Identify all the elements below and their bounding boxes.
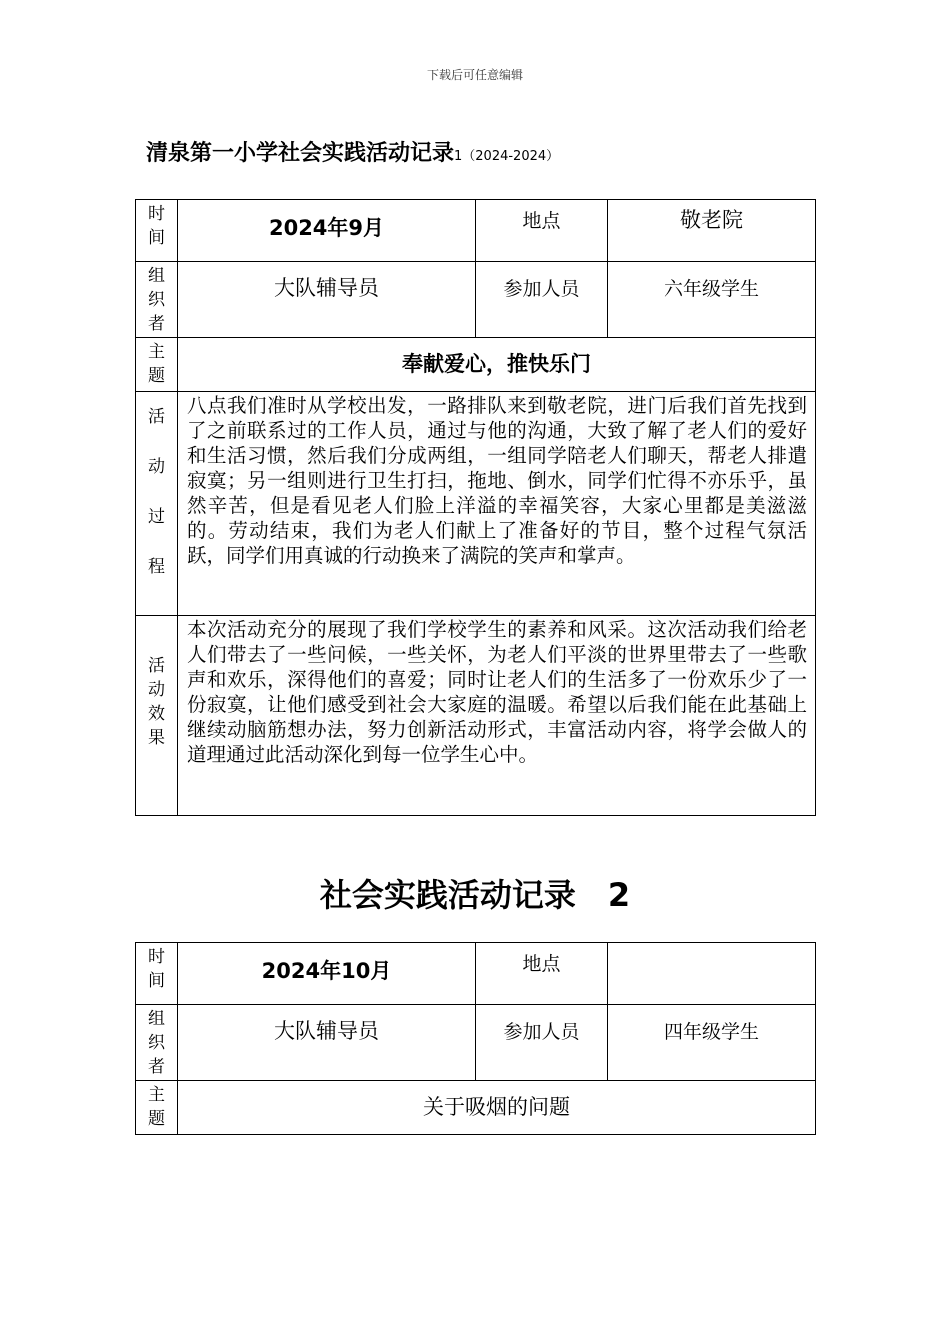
- record1-place: 敬老院: [608, 200, 816, 262]
- record2-table: [135, 942, 816, 1135]
- record1-table: [135, 199, 816, 816]
- record2-theme: 关于吸烟的问题: [178, 1081, 816, 1135]
- record1-effect: 本次活动充分的展现了我们学校学生的素养和风采。这次活动我们给老人们带去了一些问候，一些关怀，为老人们平淡的世界里带去了一些歌声和欢乐，深得他们的喜爱；同时让老人们的生活多了一份欢乐少了一份寂寞，让他们感受到社会大家庭的温暖。希望以后我们能在此基础上继续动脑筋想办法，努力创新活动形式，丰富活动内容，将学会做人的道理通过此活动深化到每一位学生心中。: [178, 616, 816, 816]
- record1-organizer: 大队辅导员: [178, 262, 476, 338]
- record2-time: 2024年10月: [178, 943, 476, 1005]
- record2-title: 社会实践活动记录 2: [319, 876, 631, 914]
- record1-process: 八点我们准时从学校出发，一路排队来到敬老院，进门后我们首先找到了之前联系过的工作人员，通过与他的沟通，大致了解了老人们的爱好和生活习惯，然后我们分成两组，一组同学陪老人们聊天，帮老人排遣寂寞；另一组则进行卫生打扫，拖地、倒水，同学们忙得不亦乐乎，虽然辛苦，但是看见老人们脸上洋溢的幸福笑容，大家心里都是美滋滋的。劳动结束，我们为老人们献上了准备好的节目，整个过程气氛活跃，同学们用真诚的行动换来了满院的笑声和掌声。: [178, 392, 816, 616]
- record1-effect-label-text: 活动效果: [148, 656, 165, 748]
- record2-time-label: 时间: [136, 943, 178, 1005]
- record1-title: [146, 136, 559, 167]
- record1-participants: 六年级学生: [608, 262, 816, 338]
- record2-participants-label: 参加人员: [476, 1005, 608, 1081]
- record1-time: 2024年9月: [178, 200, 476, 262]
- record1-title-suffix: 1（2024-2024）: [454, 149, 560, 164]
- record2-organizer: 大队辅导员: [178, 1005, 476, 1081]
- record1-participants-label: 参加人员: [476, 262, 608, 338]
- record1-theme: 奉献爱心，推快乐门: [178, 338, 816, 392]
- record1-place-label: 地点: [476, 200, 608, 262]
- record1-title-main: 清泉第一小学社会实践活动记录: [146, 141, 455, 166]
- record2-place-label: 地点: [476, 943, 608, 1005]
- record1-effect-label: [136, 616, 178, 816]
- record1-theme-label: 主题: [136, 338, 178, 392]
- record1-process-label: [136, 392, 178, 616]
- record2-theme-label: 主题: [136, 1081, 178, 1135]
- record1-process-label-text: 活动过程: [148, 407, 165, 577]
- record1-time-label: 时间: [136, 200, 178, 262]
- header-note: 下载后可任意编辑: [426, 68, 523, 82]
- record2-participants: 四年级学生: [608, 1005, 816, 1081]
- record2-place: [608, 943, 816, 1005]
- record1-organizer-label: 组织者: [136, 262, 178, 338]
- record2-organizer-label: 组织者: [136, 1005, 178, 1081]
